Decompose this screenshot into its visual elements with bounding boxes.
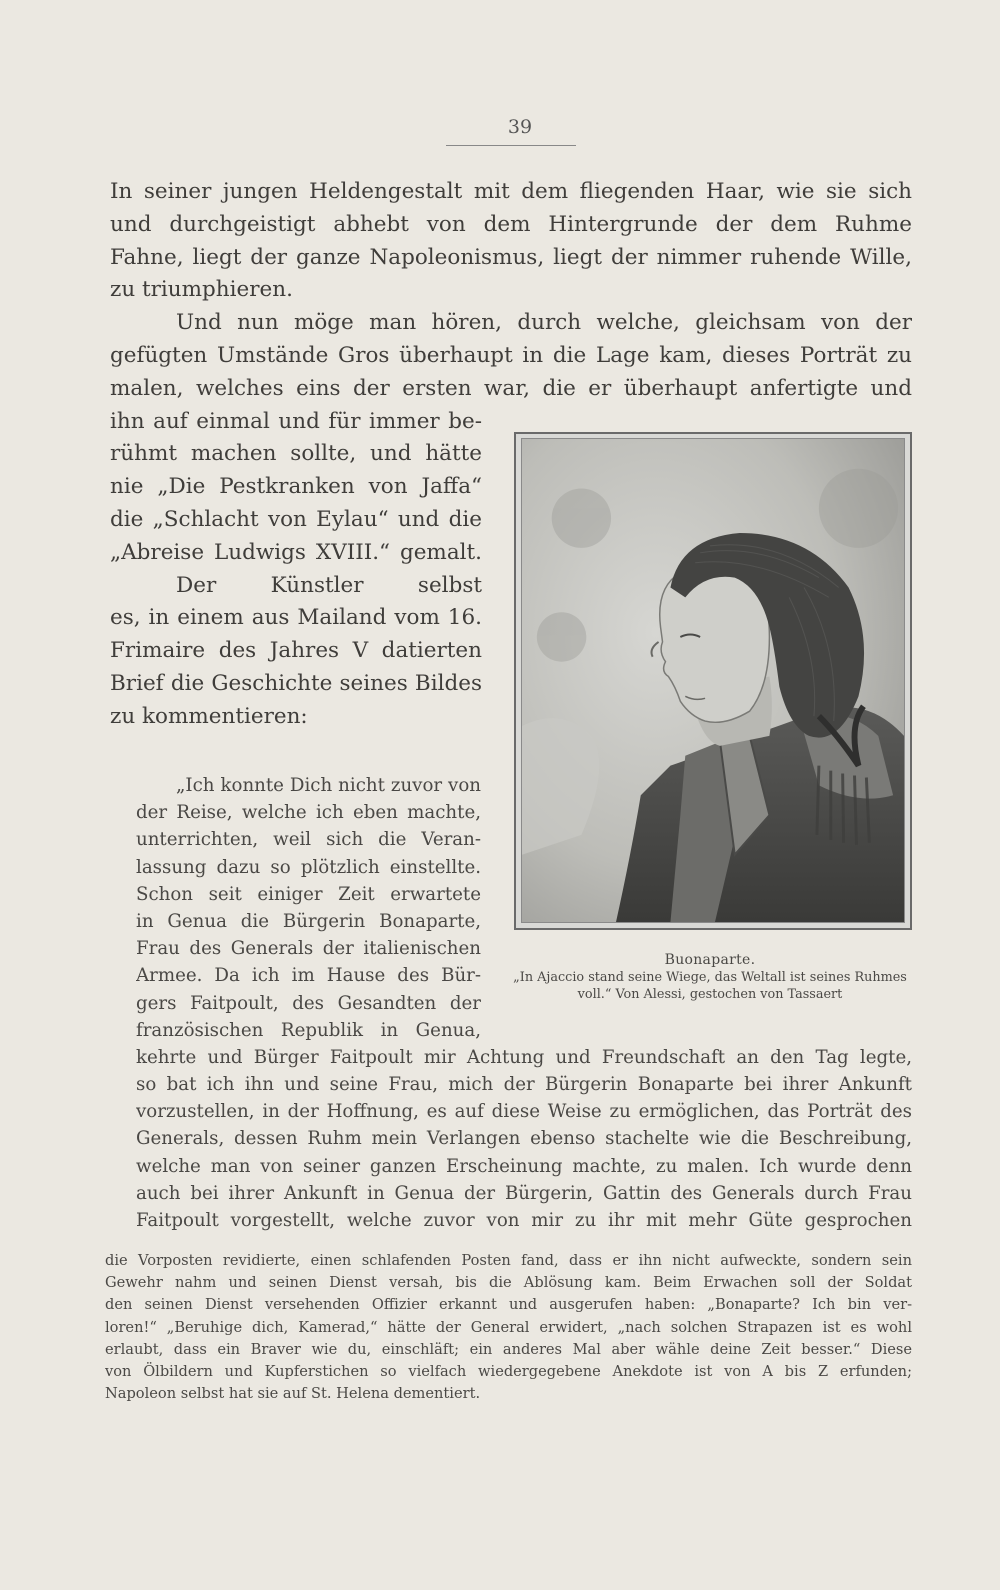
quote-line: Faitpoult vorgestellt, welche zuvor von mir zu ihr mit mehr Güte gesprochen [136, 1210, 912, 1231]
text-line: Und nun möge man hören, durch welche, gleichsam von der [176, 310, 912, 336]
quoted-letter [136, 772, 912, 1234]
text-line: Frimaire des Jahres V datierten [110, 638, 482, 664]
quote-line: lassung dazu so plötzlich einstellte. [136, 856, 481, 878]
footnote-line: erlaubt, dass ein Braver wie du, einschläft; ein anderes Mal aber wähle deine Zeit besser.“ Diese [105, 1340, 912, 1358]
text-line: die „Schlacht von Eylau“ und die [110, 506, 482, 532]
quote-line: kehrte und Bürger Faitpoult mir Achtung und Freundschaft an den Tag legte, [136, 1046, 912, 1068]
quote-line: der Reise, welche ich eben machte, [136, 802, 481, 824]
quote-line: französischen Republik in Genua, [136, 1019, 481, 1041]
text-line: malen, welches eins der ersten war, die er überhaupt anfertigte und [110, 375, 912, 401]
quote-line: Generals, dessen Ruhm mein Verlangen ebenso stachelte wie die Beschreibung, [136, 1128, 912, 1150]
page-number: 39 [507, 116, 533, 138]
quote-line: vorzustellen, in der Hoffnung, es auf diese Weise zu ermöglichen, das Porträt des [136, 1101, 912, 1123]
quote-line: Armee. Da ich im Hause des Bür- [136, 965, 481, 987]
footnote-line: den seinen Dienst versehenden Offizier erkannt und ausgerufen haben: „Bonaparte? Ich bin ver- [105, 1296, 912, 1314]
text-line: ihn auf einmal und für immer be- [110, 408, 482, 434]
caption-line: voll.“ Von Alessi, gestochen von Tassaert [577, 987, 843, 1002]
text-line: es, in einem aus Mailand vom 16. [110, 605, 482, 631]
footnote-line: die Vorposten revidierte, einen schlafenden Posten fand, dass er ihn nicht aufweckte, sondern sein [105, 1252, 912, 1269]
text-line: rühmt machen sollte, und hätte [110, 441, 482, 467]
text-line: zu kommentieren: [110, 703, 308, 729]
quote-line: in Genua die Bürgerin Bonaparte, [136, 910, 481, 932]
quote-line: gers Faitpoult, des Gesandten der [136, 992, 481, 1014]
quote-line: auch bei ihrer Ankunft in Genua der Bürgerin, Gattin des Generals durch Frau [136, 1182, 912, 1204]
text-line: nie „Die Pestkranken von Jaffa“ [110, 474, 482, 500]
caption-line: „In Ajaccio stand seine Wiege, das Weltall ist seines Ruhmes [513, 970, 907, 985]
text-line: „Abreise Ludwigs XVIII.“ gemalt. [110, 539, 482, 565]
caption-title: Buonaparte. [664, 952, 756, 968]
quote-line: Frau des Generals der italienischen [136, 938, 481, 960]
text-line: und durchgeistigt abhebt von dem Hintergrunde der dem Ruhme [110, 211, 912, 237]
footnote-line: von Ölbildern und Kupferstichen so vielfach wiedergegebene Anekdote ist von A bis Z erfunden; [105, 1362, 912, 1380]
quote-line: welche man von seiner ganzen Erscheinung machte, zu malen. Ich wurde denn [136, 1155, 912, 1177]
footnote-line: Gewehr nahm und seinen Dienst versah, bis die Ablösung kam. Beim Erwachen soll der Soldat [105, 1274, 912, 1292]
quote-line: „Ich konnte Dich nicht zuvor von [176, 775, 481, 796]
text-line: Fahne, liegt der ganze Napoleonismus, liegt der nimmer ruhende Wille, [110, 244, 912, 270]
text-line: gefügten Umstände Gros überhaupt in die Lage kam, dieses Porträt zu [110, 342, 912, 368]
quote-line: unterrichten, weil sich die Veran- [136, 829, 481, 851]
quote-line: Schon seit einiger Zeit erwartete [136, 883, 481, 905]
text-line: zu triumphieren. [110, 277, 293, 303]
footnote-line: Napoleon selbst hat sie auf St. Helena dementiert. [105, 1385, 481, 1403]
text-line: In seiner jungen Heldengestalt mit dem fliegenden Haar, wie sie sich [110, 179, 912, 204]
text-line: Der Künstler selbst [176, 572, 482, 598]
footnote-line: loren!“ „Beruhige dich, Kamerad,“ hätte der General erwidert, „nach solchen Strapazen ist es wohl [105, 1318, 912, 1336]
text-line: Brief die Geschichte seines Bildes [110, 670, 482, 696]
page-number-rule [446, 145, 576, 146]
quote-line: so bat ich ihn und seine Frau, mich der Bürgerin Bonaparte bei ihrer Ankunft [136, 1074, 912, 1096]
footnote [105, 1250, 912, 1405]
